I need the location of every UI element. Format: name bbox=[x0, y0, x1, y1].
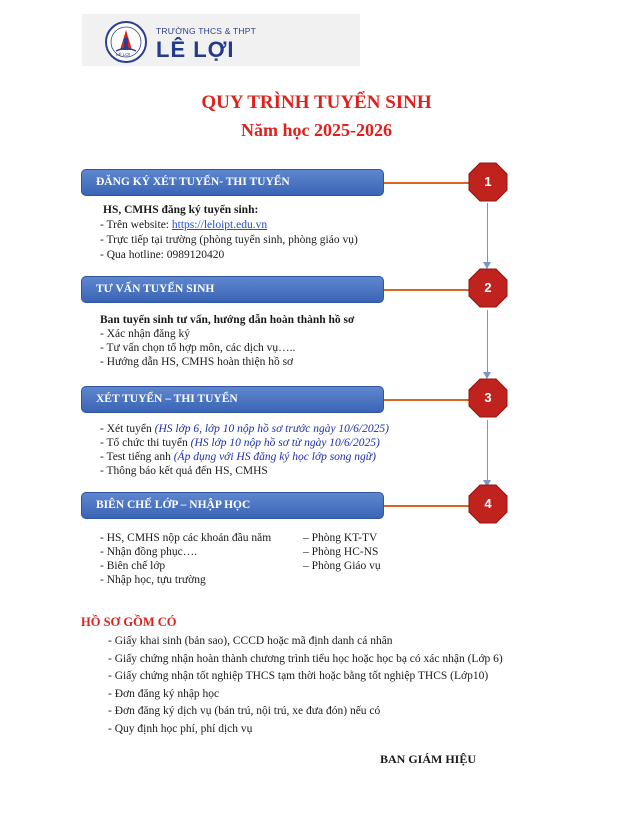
step-2-connector bbox=[384, 289, 472, 291]
school-subtitle: TRƯỜNG THCS & THPT bbox=[156, 26, 257, 36]
document-item: - Đơn đăng ký dịch vụ (bán trú, nội trú, xe đưa đón) nếu có bbox=[108, 705, 381, 717]
signature: BAN GIÁM HIỆU bbox=[380, 752, 477, 766]
step-4-connector bbox=[384, 505, 472, 507]
step-1-connector bbox=[384, 182, 472, 184]
item-text: - Test tiếng anh bbox=[100, 451, 174, 463]
step-2-item: - Hướng dẫn HS, CMHS hoàn thiện hồ sơ bbox=[100, 356, 294, 368]
step-2-item: - Xác nhận đăng ký bbox=[100, 328, 191, 340]
step-4-dept: – Phòng Giáo vụ bbox=[303, 560, 381, 572]
step-3-item-exam bbox=[100, 436, 380, 451]
step-1-website-label: - Trên website: bbox=[100, 219, 172, 231]
step-3-header: XÉT TUYỂN – THI TUYỂN bbox=[81, 386, 384, 413]
website-link[interactable]: https://leloipt.edu.vn bbox=[171, 219, 268, 231]
step-2-number: 2 bbox=[484, 280, 492, 295]
step-4-header: BIÊN CHẾ LỚP – NHẬP HỌC bbox=[81, 492, 384, 519]
flow-line-2-3 bbox=[487, 310, 488, 373]
item-note: (Áp dụng với HS đăng ký học lớp song ngữ) bbox=[173, 451, 376, 463]
step-4-dept: – Phòng HC-NS bbox=[303, 546, 379, 558]
step-1-item-hotline: - Qua hotline: 0989120420 bbox=[100, 249, 225, 261]
documents-heading: HỒ SƠ GỒM CÓ bbox=[81, 615, 177, 629]
step-3-item-result: - Thông báo kết quả đến HS, CMHS bbox=[100, 465, 268, 477]
seal-text: LÊ LỢI bbox=[116, 52, 131, 57]
step-4-dept: – Phòng KT-TV bbox=[303, 532, 378, 544]
school-seal-icon bbox=[104, 20, 148, 64]
flow-line-1-2 bbox=[487, 203, 488, 263]
step-4-item: - Nhập học, tựu trường bbox=[100, 574, 206, 586]
document-item: - Giấy khai sinh (bản sao), CCCD hoặc mã định danh cá nhân bbox=[108, 635, 393, 647]
step-1-lead: HS, CMHS đăng ký tuyển sinh: bbox=[103, 204, 259, 216]
step-1-header: ĐĂNG KÝ XÉT TUYỂN- THI TUYỂN bbox=[81, 169, 384, 196]
step-4-number: 4 bbox=[484, 496, 492, 511]
document-item: - Giấy chứng nhận hoàn thành chương trình tiểu học hoặc học bạ có xác nhận (Lớp 6) bbox=[108, 653, 503, 665]
step-1-number: 1 bbox=[484, 174, 492, 189]
school-name: LÊ LỢI bbox=[156, 37, 235, 62]
document-item: - Giấy chứng nhận tốt nghiệp THCS tạm thời hoặc bằng tốt nghiệp THCS (Lớp10) bbox=[108, 670, 489, 682]
step-4-item: - HS, CMHS nộp các khoản đầu năm bbox=[100, 532, 272, 544]
step-3-number: 3 bbox=[484, 390, 492, 405]
document-item: - Quy định học phí, phí dịch vụ bbox=[108, 723, 253, 735]
step-3-item-english bbox=[100, 450, 376, 465]
item-text: - Tổ chức thi tuyển bbox=[100, 437, 191, 449]
step-2-lead: Ban tuyển sinh tư vấn, hướng dẫn hoàn thành hồ sơ bbox=[100, 314, 355, 326]
item-text: - Xét tuyển bbox=[100, 423, 155, 435]
item-note: (HS lớp 6, lớp 10 nộp hồ sơ trước ngày 10/6/2025) bbox=[154, 423, 389, 435]
step-1-website-row bbox=[100, 218, 267, 233]
item-note: (HS lớp 10 nộp hồ sơ từ ngày 10/6/2025) bbox=[190, 437, 380, 449]
document-item: - Đơn đăng ký nhập học bbox=[108, 688, 220, 700]
step-2-item: - Tư vấn chọn tổ hợp môn, các dịch vụ….. bbox=[100, 342, 296, 354]
step-4-item: - Biên chế lớp bbox=[100, 560, 166, 572]
page-title: QUY TRÌNH TUYỂN SINH bbox=[201, 92, 432, 113]
flow-line-3-4 bbox=[487, 420, 488, 481]
page-subtitle: Năm học 2025-2026 bbox=[241, 120, 392, 140]
step-4-item: - Nhận đồng phục…. bbox=[100, 546, 198, 558]
step-3-connector bbox=[384, 399, 472, 401]
step-1-item-direct: - Trực tiếp tại trường (phòng tuyển sinh, phòng giáo vụ) bbox=[100, 234, 358, 246]
step-3-item-review bbox=[100, 422, 389, 437]
step-2-header: TƯ VẤN TUYỂN SINH bbox=[81, 276, 384, 303]
